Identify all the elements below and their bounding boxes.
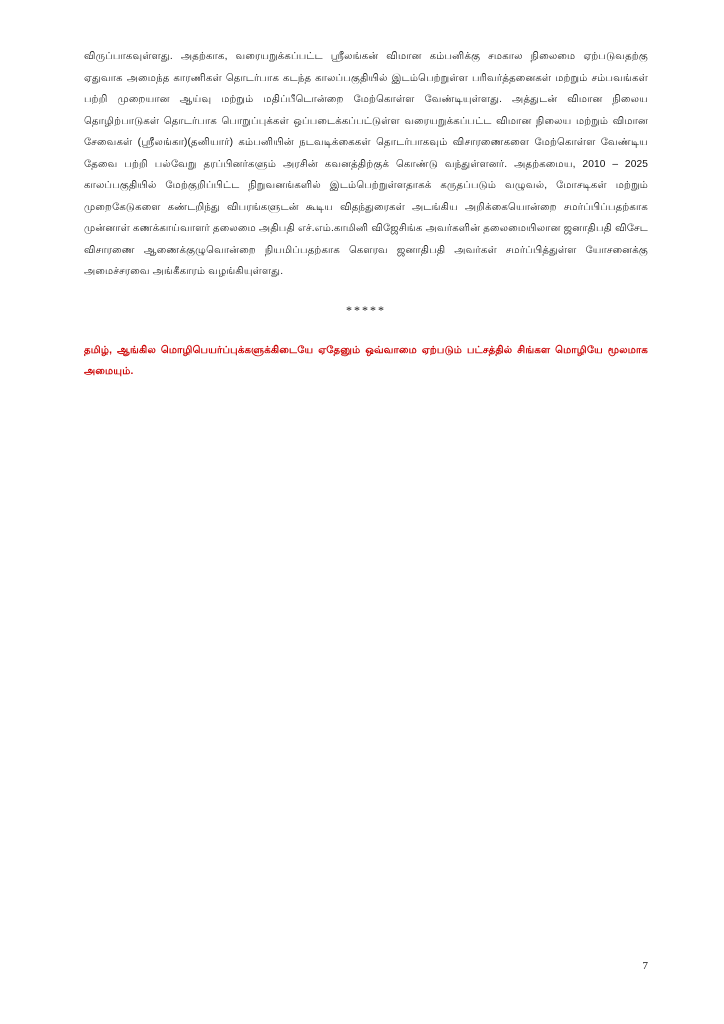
body-paragraph: விருப்பாகவுள்ளது. அதற்காக, வரையறுக்கப்பட்ட ஸ்ரீலங்கன் விமான கம்பனிக்கு சமகால நிலைமை ஏற்படுவதற்கு ஏதுவாக அமைந்த காரணிகள் தொடர்பாக கடந்த காலப்பகுதியில் இடம்பெற்றுள்ள பரிவர்த்தனைகள் மற்றும் சம்பவங்கள் பற்றி முறையான ஆய்வு மற்றும் மதிப்பீடொன்றை மேற்கொள்ள வேண்டியுள்ளது. அத்துடன் விமான நிலைய தொழிற்பாடுகள் தொடர்பாக பொறுப்புக்கள் ஒப்படைக்கப்பட்டுள்ள வரையறுக்கப்பட்ட விமான நிலைய மற்றும் விமான சேவைகள் (ஸ்ரீலங்கா)(தனியார்) கம்பனியின் நடவடிக்கைகள் தொடர்பாகவும் விசாரணைகளை மேற்கொள்ள வேண்டிய தேவை பற்றி பல்வேறு தரப்பினர்களும் அரசின் கவனத்திற்குக் கொண்டு வந்துள்ளனர். அதற்கமைய, 2010 – 2025 காலப்பகுதியில் மேற்குறிப்பிட்ட நிறுவனங்களில் இடம்பெற்றுள்ளதாகக் கருதப்படும் வழுவல், மோசடிகள் மற்றும் முறைகேடுகளை கண்டறிந்து விபரங்களுடன் கூடிய விதந்துரைகள் அடங்கிய அறிக்கையொன்றை சமர்ப்பிப்பதற்காக முன்னாள் கணக்காய்வாளர் தலைமை அதிபதி எச்.எம்.காமினி விஜேசிங்க அவர்களின் தலைமையிலான ஜனாதிபதி விசேட விசாரணை ஆணைக்குழுவொன்றை நியமிப்பதற்காக கௌரவ ஜனாதிபதி அவர்கள் சமர்ப்பித்துள்ள யோசனைக்கு அமைச்சரவை அங்கீகாரம் வழங்கியுள்ளது. (84, 51, 648, 277)
document-content (84, 46, 648, 382)
language-disclaimer-block (84, 340, 648, 382)
body-text-block (84, 46, 648, 283)
page-number: 7 (642, 960, 648, 972)
section-separator: ***** (346, 302, 386, 317)
language-disclaimer-text: தமிழ், ஆங்கில மொழிபெயர்ப்புக்களுக்கிடையே ஏதேனும் ஒவ்வாமை ஏற்படும் பட்சத்தில் சிங்கள மொழியே மூலமாக அமையும். (84, 344, 648, 377)
